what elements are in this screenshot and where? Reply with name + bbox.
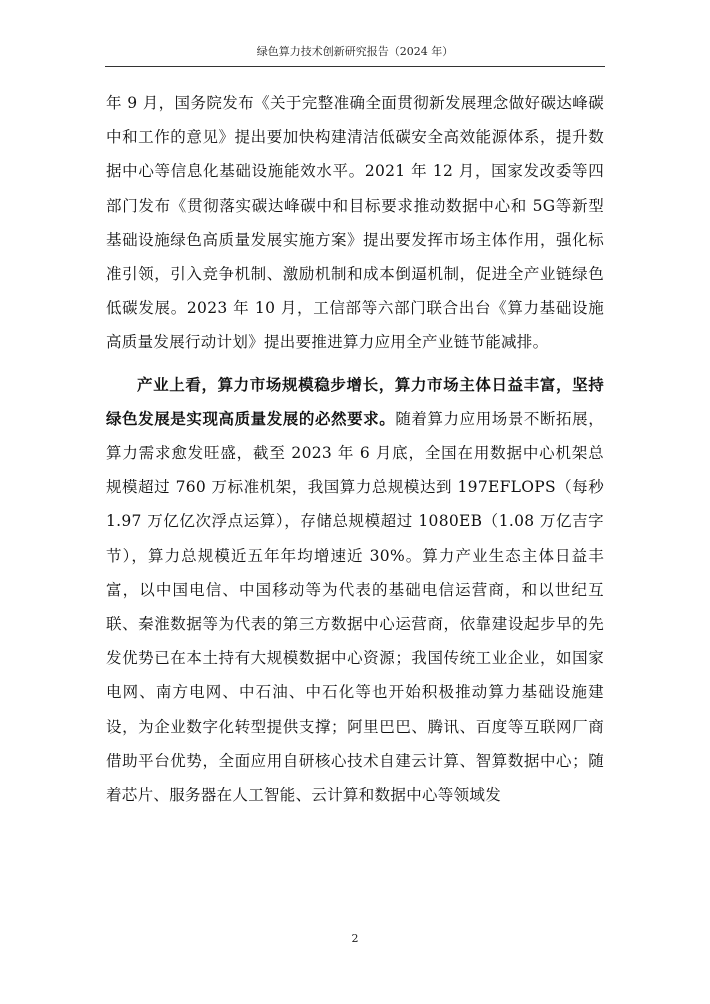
paragraph-text: 随着算力应用场景不断拓展，算力需求愈发旺盛，截至 2023 年 6 月底，全国在用数据中心机架总规模超过 760 万标准机架，我国算力总规模达到 197EFLOPS（每秒 1.97 万亿亿次浮点运算），存储总规模超过 1080EB（1.08 万亿吉字节），算力总规模近五年年均增速近 30%。算力产业生态主体日益丰富，以中国电信、中国移动等为代表的基础电信运营商，和以世纪互联、秦淮数据等为代表的第三方数据中心运营商，依靠建设起步早的先发优势已在本土持有大规模数据中心资源；我国传统工业企业，如国家电网、南方电网、中石油、中石化等也开始积极推动算力基础设施建设，为企业数字化转型提供支撑；阿里巴巴、腾讯、百度等互联网厂商借助平台优势，全面应用自研核心技术自建云计算、智算数据中心；随着芯片、服务器在人工智能、云计算和数据中心等领域发 bbox=[106, 409, 605, 805]
paragraph-text: 年 9 月，国务院发布《关于完整准确全面贯彻新发展理念做好碳达峰碳中和工作的意见》提出要加快构建清洁低碳安全高效能源体系，提升数据中心等信息化基础设施能效水平。2021 年 12 月，国家发改委等四部门发布《贯彻落实碳达峰碳中和目标要求推动数据中心和 5G等新型基础设施绿色高质量发展实施方案》提出要发挥市场主体作用，强化标准引领，引入竞争机制、激励机制和成本倒逼机制，促进全产业链绿色低碳发展。2023 年 10 月，工信部等六部门联合出台《算力基础设施高质量发展行动计划》提出要推进算力应用全产业链节能减排。 bbox=[106, 94, 604, 352]
paragraph-lead-sentence: 产业上看，算力市场规模稳步增长，算力市场主体日益丰富，坚持绿色发展是实现高质量发展的必然要求。 bbox=[106, 374, 604, 428]
header-divider bbox=[105, 66, 605, 67]
running-header: 绿色算力技术创新研究报告（2024 年） bbox=[256, 45, 454, 58]
paragraph-industry bbox=[106, 368, 604, 813]
body-text bbox=[106, 86, 604, 812]
paragraph-policy-continuation bbox=[106, 86, 604, 360]
page-number: 2 bbox=[351, 932, 359, 945]
